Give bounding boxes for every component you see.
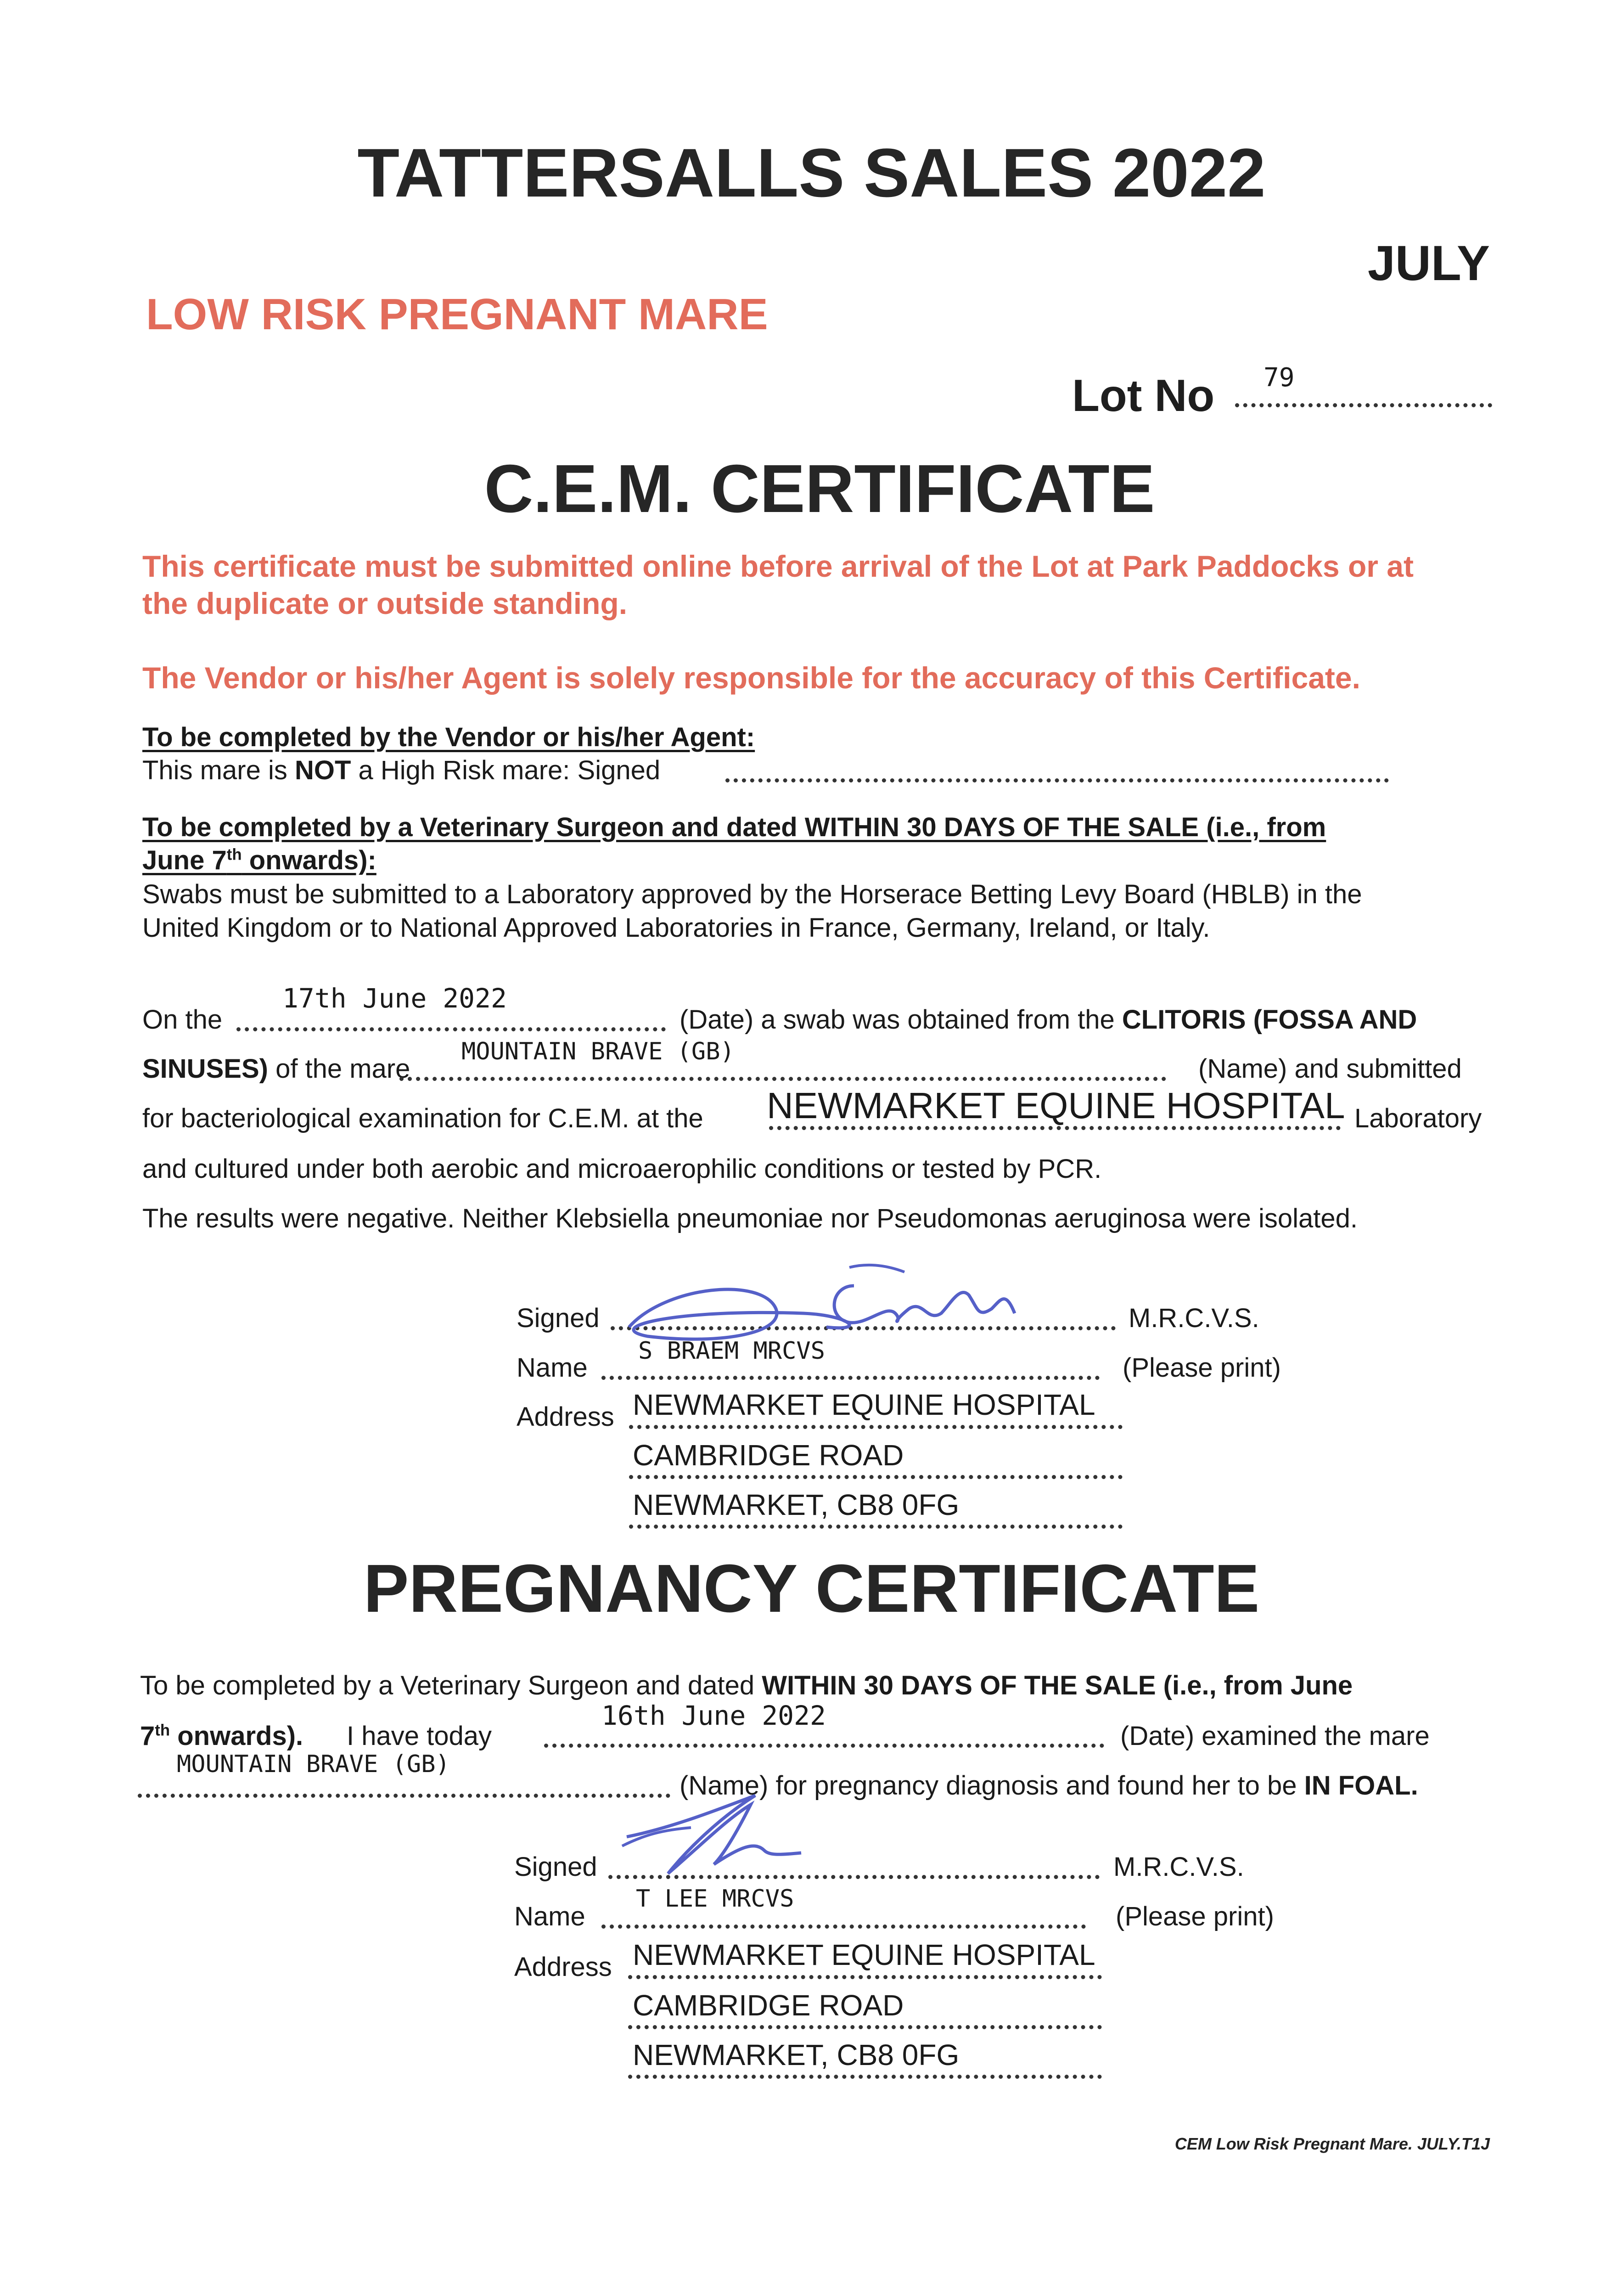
vendor-statement: This mare is NOT a High Risk mare: Signed xyxy=(142,755,661,785)
sinuses-line: SINUSES) of the mare xyxy=(142,1054,410,1084)
preg-name-dots[interactable] xyxy=(601,1925,1086,1929)
preg-address-dots-1[interactable] xyxy=(628,1975,1102,1979)
swab-line-1: Swabs must be submitted to a Laboratory approved by the Horserace Betting Levy Board (HBLB) in the xyxy=(142,879,1362,909)
vendor-signature-dots[interactable] xyxy=(725,778,1389,782)
preg-line-2-start: 7th onwards). xyxy=(140,1721,303,1751)
swab-date-suffix: (Date) a swab was obtained from the CLITORIS (FOSSA AND xyxy=(680,1005,1417,1035)
cem-signed-label: Signed xyxy=(517,1303,600,1333)
cem-signature xyxy=(611,1258,1024,1350)
preg-address-dots-3[interactable] xyxy=(628,2075,1102,2079)
notice-line-1: This certificate must be submitted online before arrival of the Lot at Park Paddocks or at xyxy=(142,549,1414,583)
lab-value: NEWMARKET EQUINE HOSPITAL xyxy=(767,1085,1345,1126)
risk-label: LOW RISK PREGNANT MARE xyxy=(146,290,768,339)
cem-please-print: (Please print) xyxy=(1123,1353,1281,1383)
cem-address-line-1: NEWMARKET EQUINE HOSPITAL xyxy=(633,1388,1095,1421)
notice-line-2: the duplicate or outside standing. xyxy=(142,586,628,620)
preg-line-1: To be completed by a Veterinary Surgeon and dated WITHIN 30 DAYS OF THE SALE (i.e., from June xyxy=(140,1671,1353,1700)
cem-address-line-2: CAMBRIDGE ROAD xyxy=(633,1439,904,1472)
preg-date-value: 16th June 2022 xyxy=(601,1700,826,1731)
cem-address-dots-1[interactable] xyxy=(629,1425,1123,1429)
pregnancy-title: PREGNANCY CERTIFICATE xyxy=(363,1551,1260,1626)
lot-dots xyxy=(1235,403,1492,407)
laboratory-label: Laboratory xyxy=(1354,1103,1482,1133)
preg-please-print: (Please print) xyxy=(1116,1902,1274,1931)
cem-title: C.E.M. CERTIFICATE xyxy=(484,451,1155,527)
preg-address-line-3: NEWMARKET, CB8 0FG xyxy=(633,2038,960,2071)
preg-mrcvs: M.R.C.V.S. xyxy=(1113,1852,1244,1882)
notice-line-3: The Vendor or his/her Agent is solely responsible for the accuracy of this Certificate. xyxy=(142,661,1360,695)
swab-line-2: United Kingdom or to National Approved Laboratories in France, Germany, Ireland, or Italy. xyxy=(142,913,1210,943)
preg-address-label: Address xyxy=(514,1952,612,1982)
cem-name-value: S BRAEM MRCVS xyxy=(638,1337,825,1365)
swab-date-dots[interactable] xyxy=(236,1027,666,1031)
lot-label: Lot No xyxy=(1072,370,1215,421)
on-the-label: On the xyxy=(142,1005,223,1035)
sale-month: JULY xyxy=(1367,235,1490,291)
preg-mare-value: MOUNTAIN BRAVE (GB) xyxy=(177,1750,450,1778)
preg-line-3: (Name) for pregnancy diagnosis and found her to be IN FOAL. xyxy=(680,1771,1418,1801)
lot-value: 79 xyxy=(1264,363,1295,393)
cem-mare-value: MOUNTAIN BRAVE (GB) xyxy=(461,1038,735,1065)
cem-mrcvs: M.R.C.V.S. xyxy=(1129,1303,1259,1333)
preg-date-dots[interactable] xyxy=(544,1744,1104,1748)
cem-mare-dots[interactable] xyxy=(399,1077,1166,1081)
bacterio-label: for bacteriological examination for C.E.M. at the xyxy=(142,1103,703,1133)
cultured-line: and cultured under both aerobic and microaerophilic conditions or tested by PCR. xyxy=(142,1154,1102,1184)
preg-address-line-2: CAMBRIDGE ROAD xyxy=(633,1989,904,2022)
preg-address-line-1: NEWMARKET EQUINE HOSPITAL xyxy=(633,1938,1095,1971)
vet-heading-line-2: June 7th onwards): xyxy=(142,845,376,875)
name-submitted: (Name) and submitted xyxy=(1198,1054,1462,1084)
preg-name-value: T LEE MRCVS xyxy=(636,1885,794,1913)
sales-title: TATTERSALLS SALES 2022 xyxy=(357,134,1266,211)
results-line: The results were negative. Neither Klebsiella pneumoniae nor Pseudomonas aeruginosa were isolated. xyxy=(142,1204,1358,1233)
preg-name-label: Name xyxy=(514,1902,585,1931)
cem-name-dots[interactable] xyxy=(601,1376,1100,1380)
footer-code: CEM Low Risk Pregnant Mare. JULY.T1J xyxy=(1174,2134,1490,2153)
swab-date-value: 17th June 2022 xyxy=(282,983,507,1014)
cem-address-line-3: NEWMARKET, CB8 0FG xyxy=(633,1488,960,1521)
preg-have-today: I have today xyxy=(347,1721,492,1751)
cem-address-label: Address xyxy=(517,1402,614,1432)
cem-address-dots-2[interactable] xyxy=(629,1475,1123,1479)
preg-signature xyxy=(618,1791,838,1883)
preg-address-dots-2[interactable] xyxy=(628,2025,1102,2029)
vendor-heading: To be completed by the Vendor or his/her Agent: xyxy=(142,722,755,752)
cem-address-dots-3[interactable] xyxy=(629,1525,1123,1529)
preg-examined: (Date) examined the mare xyxy=(1120,1721,1430,1751)
preg-mare-dots[interactable] xyxy=(138,1794,670,1798)
cem-name-label: Name xyxy=(517,1353,588,1383)
vet-heading-line-1: To be completed by a Veterinary Surgeon and dated WITHIN 30 DAYS OF THE SALE (i.e., from xyxy=(142,812,1326,842)
preg-signed-label: Signed xyxy=(514,1852,597,1882)
